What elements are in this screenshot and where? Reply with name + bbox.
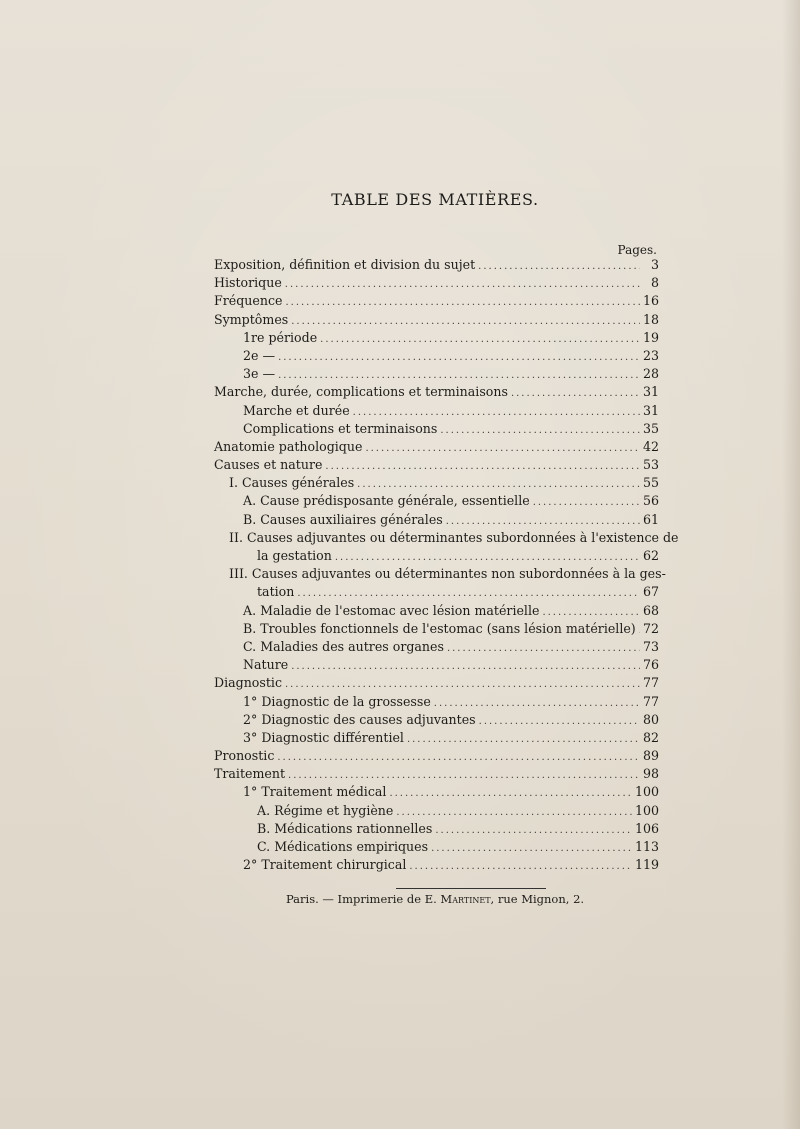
toc-entry [214, 693, 659, 711]
toc-entry [214, 747, 659, 765]
dot-leader [278, 349, 640, 367]
table-of-contents [214, 256, 679, 874]
toc-entry-label: Causes et nature [214, 457, 323, 473]
toc-entry [214, 711, 659, 729]
toc-entry-label: Complications et terminaisons [243, 420, 438, 436]
toc-entry-label: Diagnostic [214, 675, 282, 691]
toc-entry-page-number: 19 [642, 329, 659, 345]
toc-entry-label: Exposition, définition et division du sujet [214, 257, 476, 272]
dot-leader [431, 840, 632, 858]
imprint-suffix: , rue Mignon, 2. [490, 892, 585, 906]
toc-entry-page-number: 106 [634, 820, 659, 836]
toc-entry [214, 583, 659, 601]
toc-entry [214, 438, 659, 456]
toc-entry-page-number: 31 [642, 384, 659, 400]
dot-leader [285, 276, 640, 294]
toc-entry-label: 2° Diagnostic des causes adjuvantes [243, 711, 476, 727]
pages-column-header: Pages. [617, 243, 657, 257]
toc-entry-label: 1° Diagnostic de la grossesse [243, 693, 431, 709]
toc-entry-page-number: 89 [642, 748, 659, 764]
toc-entry-page-number: 98 [642, 766, 659, 782]
toc-entry [214, 474, 659, 492]
toc-entry-label: II. Causes adjuvantes ou déterminantes subordonnées à l'existence de [229, 529, 679, 545]
toc-entry [214, 420, 659, 438]
toc-entry-label: Historique [214, 275, 282, 291]
dot-leader [440, 422, 640, 440]
toc-entry-page-number: 82 [642, 729, 659, 745]
toc-entry-label: A. Cause prédisposante générale, essentielle [243, 493, 530, 509]
toc-entry-page-number: 18 [642, 311, 659, 327]
printer-imprint [0, 892, 800, 906]
toc-entry-page-number: 77 [642, 675, 659, 691]
toc-entry-page-number: 67 [642, 584, 659, 600]
toc-entry-label: Traitement [214, 766, 286, 782]
toc-entry [214, 329, 659, 347]
toc-entry-label: A. Régime et hygiène [257, 802, 394, 818]
toc-entry [214, 292, 659, 310]
toc-entry [214, 256, 659, 274]
toc-entry [214, 347, 659, 365]
toc-entry-label: Fréquence [214, 293, 283, 309]
toc-entry [214, 783, 659, 801]
dot-leader [291, 313, 640, 331]
toc-entry-label: Symptômes [214, 311, 289, 327]
toc-entry [214, 511, 659, 529]
toc-entry-page-number: 68 [642, 602, 659, 618]
toc-entry-label: A. Maladie de l'estomac avec lésion matérielle [243, 602, 540, 618]
toc-entry [214, 856, 659, 874]
toc-entry-label: B. Causes auxiliaires générales [243, 511, 443, 527]
dot-leader [365, 440, 640, 458]
toc-entry-label: C. Maladies des autres organes [243, 638, 444, 654]
toc-entry-page-number: 35 [642, 420, 659, 436]
toc-entry-page-number: 119 [634, 857, 659, 873]
toc-entry-page-number: 61 [642, 511, 659, 527]
toc-entry-page-number: 76 [642, 657, 659, 673]
toc-entry [214, 820, 659, 838]
toc-entry-page-number: 8 [650, 275, 659, 291]
toc-entry [214, 547, 659, 565]
toc-entry-label: 1re période [243, 329, 318, 345]
dot-leader [511, 385, 640, 403]
toc-entry-page-number: 113 [634, 839, 659, 854]
toc-entry-page-number: 16 [642, 293, 659, 309]
toc-entry-label: 3e — [243, 366, 276, 382]
toc-entry [214, 565, 666, 583]
toc-entry [214, 492, 659, 510]
toc-entry-page-number: 100 [634, 802, 659, 818]
toc-entry-label: B. Troubles fonctionnels de l'estomac (sans lésion matérielle) [243, 620, 636, 636]
toc-entry-page-number: 55 [642, 475, 659, 491]
dot-leader [320, 331, 640, 349]
toc-entry-label: III. Causes adjuvantes ou déterminantes non subordonnées à la ges- [229, 566, 666, 582]
toc-entry [214, 365, 659, 383]
toc-entry [214, 674, 659, 692]
toc-entry [214, 529, 679, 547]
toc-entry-label: Nature [243, 657, 289, 673]
toc-entry-label: 2e — [243, 347, 276, 363]
dot-leader [435, 822, 632, 840]
toc-entry-page-number: 3 [650, 257, 659, 272]
toc-entry-page-number: 28 [642, 366, 659, 382]
toc-entry-label: Anatomie pathologique [214, 438, 363, 454]
toc-entry-page-number: 100 [634, 784, 659, 800]
toc-entry-page-number: 23 [642, 347, 659, 363]
toc-entry-page-number: 73 [642, 638, 659, 654]
toc-entry-label: Pronostic [214, 748, 275, 764]
page-title: TABLE DES MATIÈRES. [331, 190, 539, 209]
dot-leader [389, 785, 632, 803]
dot-leader [325, 458, 640, 476]
toc-entry-page-number: 62 [642, 548, 659, 563]
imprint-prefix: Paris. — Imprimerie de E. [285, 892, 441, 906]
dot-leader [291, 658, 640, 676]
toc-entry [214, 311, 659, 329]
toc-entry-label: Marche et durée [243, 402, 350, 418]
toc-entry [214, 383, 659, 401]
toc-entry-page-number: 77 [642, 693, 659, 709]
toc-entry-label: la gestation [257, 548, 332, 563]
toc-entry [214, 274, 659, 292]
page-edge-shadow [782, 0, 800, 1129]
toc-entry-label: tation [257, 584, 295, 600]
dot-leader [409, 858, 632, 876]
toc-entry-label: Marche, durée, complications et terminaisons [214, 384, 508, 400]
toc-entry-label: 2° Traitement chirurgical [243, 857, 407, 873]
toc-entry [214, 838, 659, 856]
footer-rule [396, 888, 546, 889]
toc-entry-page-number: 80 [642, 711, 659, 727]
toc-entry-label: 3° Diagnostic différentiel [243, 729, 404, 745]
dot-leader [478, 258, 640, 276]
dot-leader [533, 494, 640, 512]
dot-leader [639, 622, 640, 640]
toc-entry [214, 656, 659, 674]
toc-entry-page-number: 72 [642, 620, 659, 636]
toc-entry-label: I. Causes générales [229, 475, 355, 491]
toc-entry [214, 456, 659, 474]
dot-leader [479, 713, 640, 731]
toc-entry-page-number: 31 [642, 402, 659, 418]
toc-entry-page-number: 42 [642, 438, 659, 454]
toc-entry [214, 802, 659, 820]
toc-entry [214, 765, 659, 783]
toc-entry [214, 402, 659, 420]
toc-entry [214, 729, 659, 747]
toc-entry-label: B. Médications rationnelles [257, 820, 433, 836]
dot-leader [285, 294, 640, 312]
dot-leader [407, 731, 640, 749]
toc-entry-label: 1° Traitement médical [243, 784, 387, 800]
dot-leader [277, 749, 640, 767]
toc-entry-page-number: 56 [642, 493, 659, 509]
dot-leader [447, 640, 640, 658]
imprint-printer-name: Martinet [440, 892, 491, 906]
toc-entry-label: C. Médications empiriques [257, 839, 429, 854]
toc-entry [214, 602, 659, 620]
toc-entry [214, 620, 659, 638]
toc-entry [214, 638, 659, 656]
toc-entry-page-number: 53 [642, 457, 659, 473]
